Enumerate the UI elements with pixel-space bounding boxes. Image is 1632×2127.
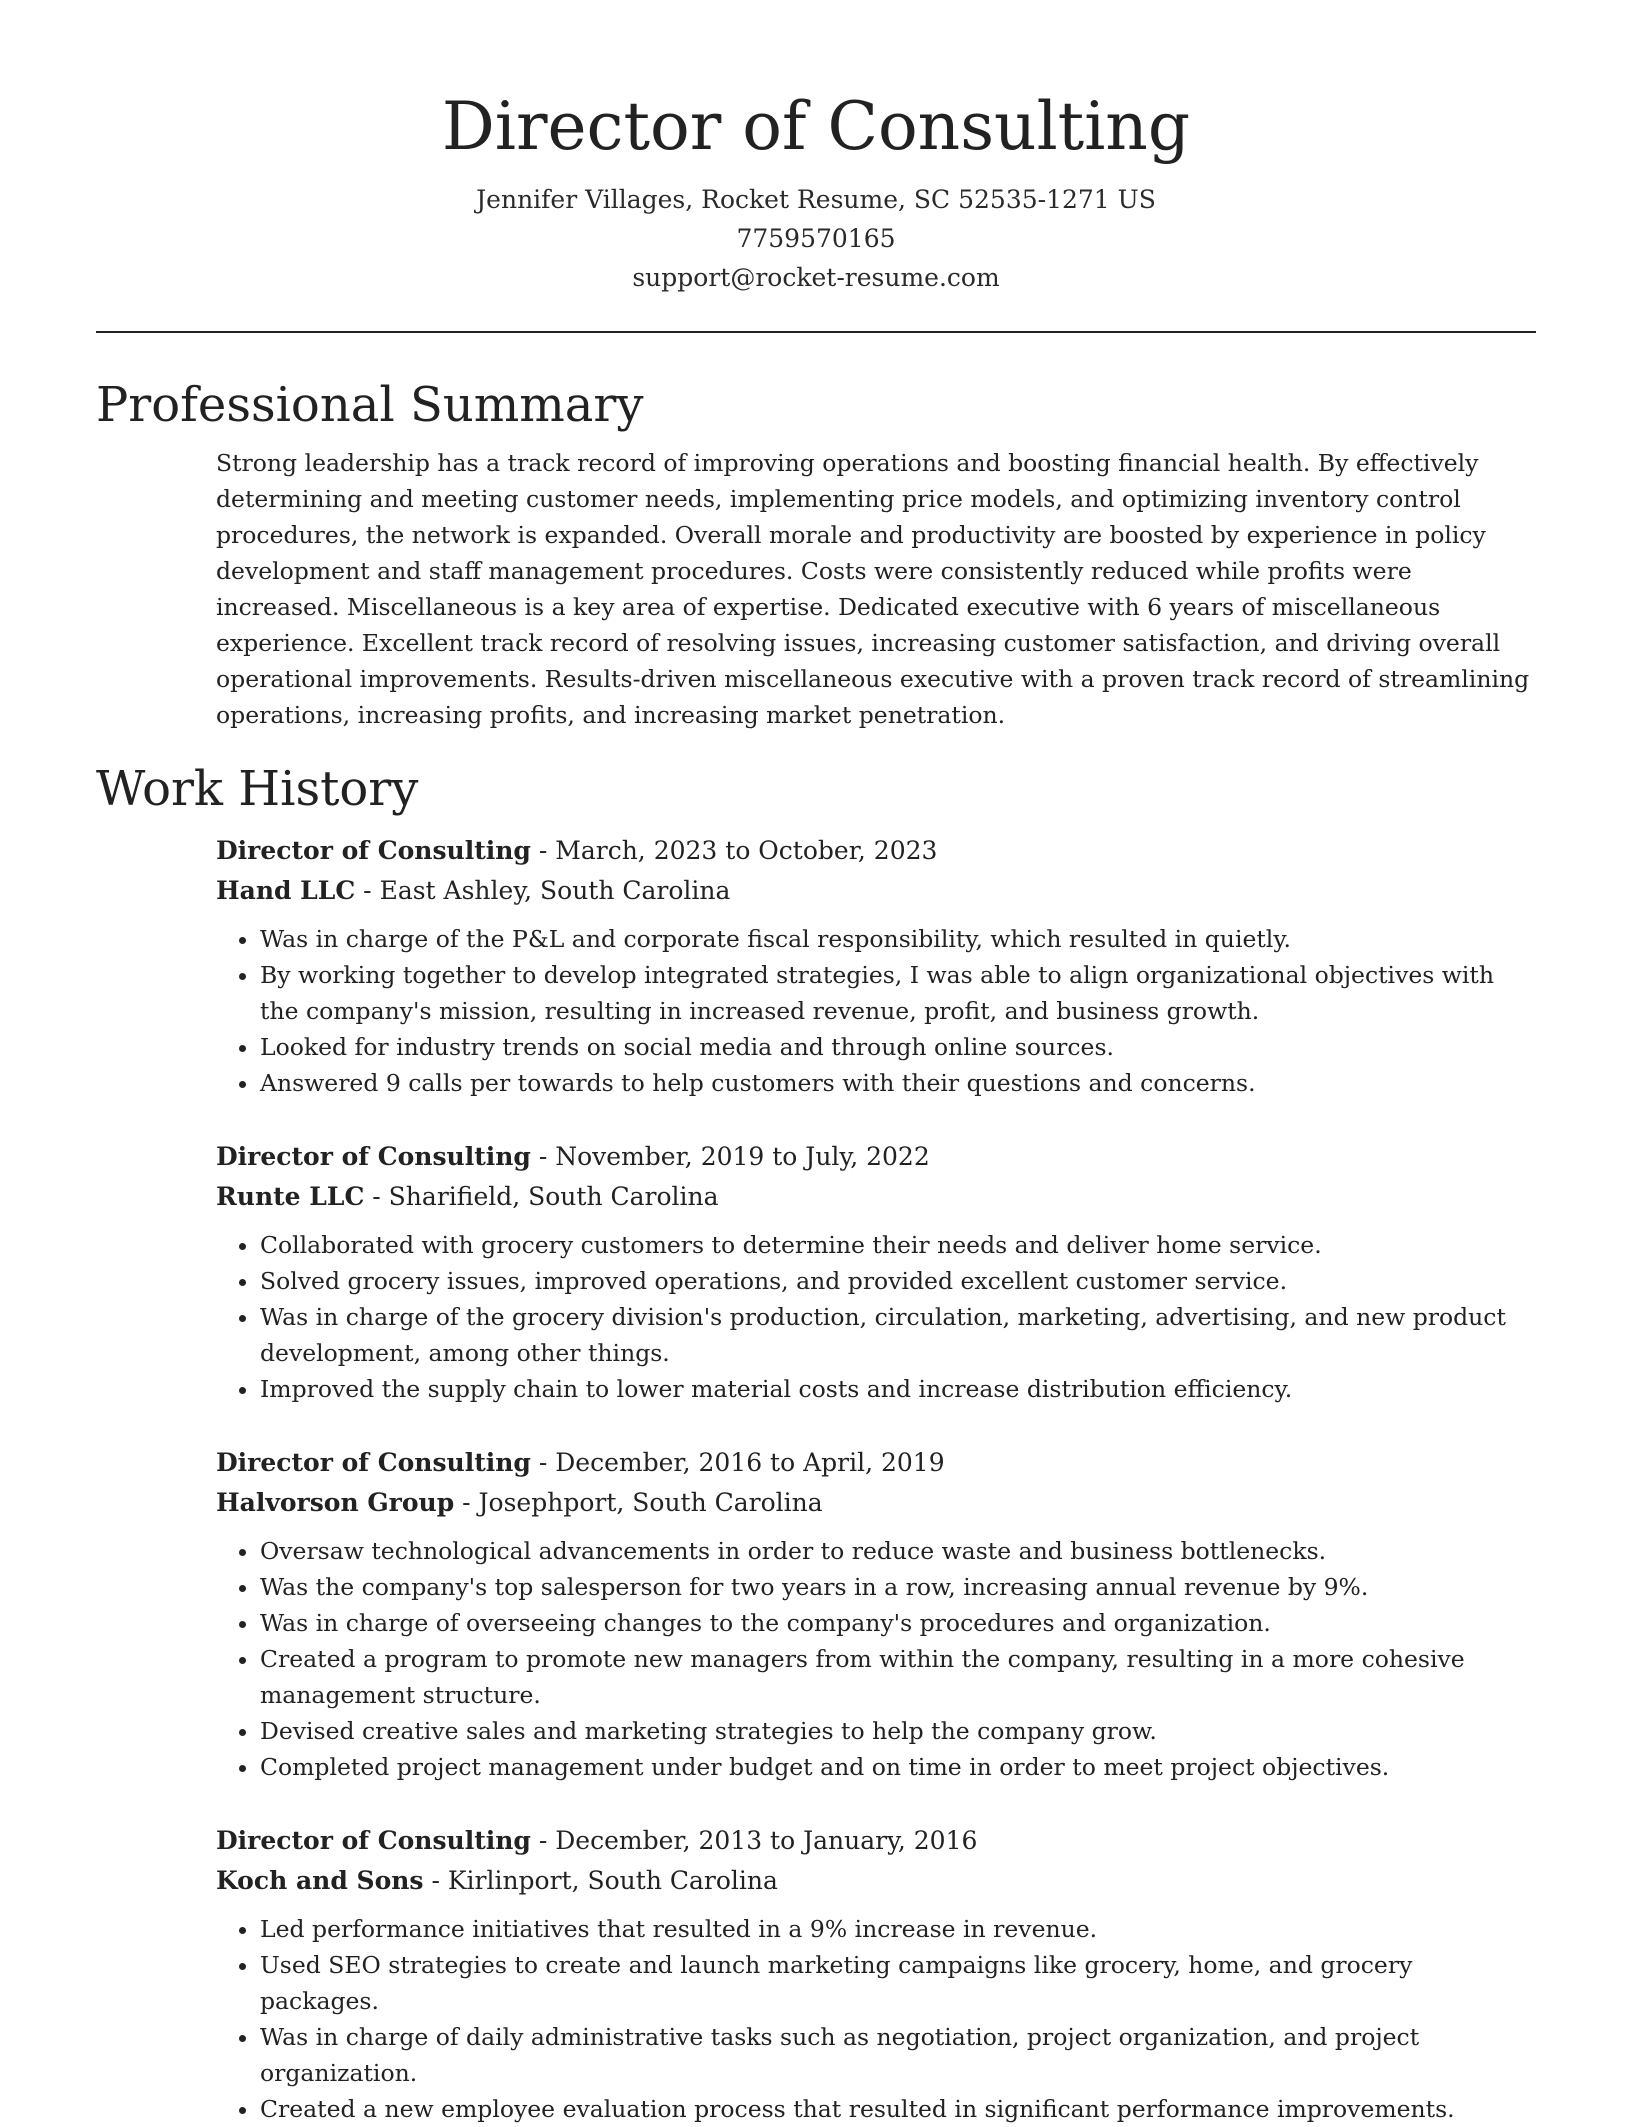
job-title-line [216, 831, 1536, 871]
job-bullet: • Led performance initiatives that resulted in a 9% increase in revenue. [260, 1911, 1536, 1947]
job-dates: - December, 2016 to April, 2019 [530, 1448, 945, 1477]
job-bullets [216, 1911, 1536, 2127]
summary-heading: Professional Summary [96, 377, 644, 433]
job-title: Director of Consulting [216, 1142, 531, 1171]
job-company-line [216, 1861, 1536, 1901]
contact-phone: 7759570165 [736, 224, 896, 253]
job-dates: - March, 2023 to October, 2023 [530, 836, 938, 865]
job-dates: - December, 2013 to January, 2016 [530, 1826, 978, 1855]
summary-section [96, 445, 1536, 733]
job-company-line [216, 871, 1536, 911]
job-bullet: • Created a new employee evaluation process that resulted in significant performance improvements. [260, 2091, 1536, 2127]
job-bullet: • Was in charge of the grocery division's production, circulation, marketing, advertising, and new product development, among other things. [260, 1299, 1536, 1371]
job-company-line [216, 1483, 1536, 1523]
job-title-line [216, 1821, 1536, 1861]
job-entry [216, 1443, 1536, 1785]
job-company: Koch and Sons [216, 1866, 424, 1895]
job-bullet: • Answered 9 calls per towards to help customers with their questions and concerns. [260, 1065, 1536, 1101]
job-bullet: • Looked for industry trends on social media and through online sources. [260, 1029, 1536, 1065]
work-history-section [96, 831, 1536, 2127]
job-location: - Sharifield, South Carolina [364, 1182, 719, 1211]
job-bullet: • Used SEO strategies to create and launch marketing campaigns like grocery, home, and grocery packages. [260, 1947, 1536, 2019]
job-bullet: • Solved grocery issues, improved operations, and provided excellent customer service. [260, 1263, 1536, 1299]
job-location: - East Ashley, South Carolina [355, 876, 731, 905]
job-bullet: • Completed project management under budget and on time in order to meet project objectives. [260, 1749, 1536, 1785]
work-history-heading: Work History [96, 761, 419, 817]
job-title: Director of Consulting [216, 1826, 531, 1855]
summary-text: Strong leadership has a track record of improving operations and boosting financial health. By effectively determining and meeting customer needs, implementing price models, and optimizing inventory control procedures, the network is expanded. Overall morale and productivity are boosted by experience in policy development and staff management procedures. Costs were consistently reduced while profits were increased. Miscellaneous is a key area of expertise. Dedicated executive with 6 years of miscellaneous experience. Excellent track record of resolving issues, increasing customer satisfaction, and driving overall operational improvements. Results-driven miscellaneous executive with a proven track record of streamlining operations, increasing profits, and increasing market penetration. [216, 449, 1530, 729]
job-entry [216, 1137, 1536, 1407]
job-bullet: • Improved the supply chain to lower material costs and increase distribution efficiency. [260, 1371, 1536, 1407]
job-entry [216, 1821, 1536, 2127]
job-dates: - November, 2019 to July, 2022 [530, 1142, 930, 1171]
job-bullets [216, 1227, 1536, 1407]
job-company: Hand LLC [216, 876, 356, 905]
job-entry [216, 831, 1536, 1101]
job-bullet: • Oversaw technological advancements in order to reduce waste and business bottlenecks. [260, 1533, 1536, 1569]
job-title: Director of Consulting [216, 836, 531, 865]
job-location: - Kirlinport, South Carolina [423, 1866, 778, 1895]
job-location: - Josephport, South Carolina [454, 1488, 823, 1517]
job-bullets [216, 921, 1536, 1101]
resume-header [96, 0, 1536, 297]
job-bullet: • Was in charge of overseeing changes to the company's procedures and organization. [260, 1605, 1536, 1641]
job-bullet: • Created a program to promote new managers from within the company, resulting in a more cohesive management structure. [260, 1641, 1536, 1713]
job-bullet: • Was in charge of daily administrative tasks such as negotiation, project organization, and project organization. [260, 2019, 1536, 2091]
job-title-line [216, 1443, 1536, 1483]
job-bullet: • Was the company's top salesperson for two years in a row, increasing annual revenue by 9%. [260, 1569, 1536, 1605]
contact-block [96, 180, 1536, 297]
contact-address: Jennifer Villages, Rocket Resume, SC 52535-1271 US [476, 185, 1156, 214]
header-divider [96, 331, 1536, 333]
job-company: Runte LLC [216, 1182, 365, 1211]
resume-title: Director of Consulting [441, 88, 1191, 165]
job-company-line [216, 1177, 1536, 1217]
job-title: Director of Consulting [216, 1448, 531, 1477]
job-bullet: • By working together to develop integrated strategies, I was able to align organizational objectives with the company's mission, resulting in increased revenue, profit, and business growth. [260, 957, 1536, 1029]
job-bullets [216, 1533, 1536, 1785]
job-bullet: • Was in charge of the P&L and corporate fiscal responsibility, which resulted in quietly. [260, 921, 1536, 957]
job-bullet: • Collaborated with grocery customers to determine their needs and deliver home service. [260, 1227, 1536, 1263]
job-company: Halvorson Group [216, 1488, 455, 1517]
job-bullet: • Devised creative sales and marketing strategies to help the company grow. [260, 1713, 1536, 1749]
contact-email: support@rocket-resume.com [632, 263, 1000, 292]
job-title-line [216, 1137, 1536, 1177]
